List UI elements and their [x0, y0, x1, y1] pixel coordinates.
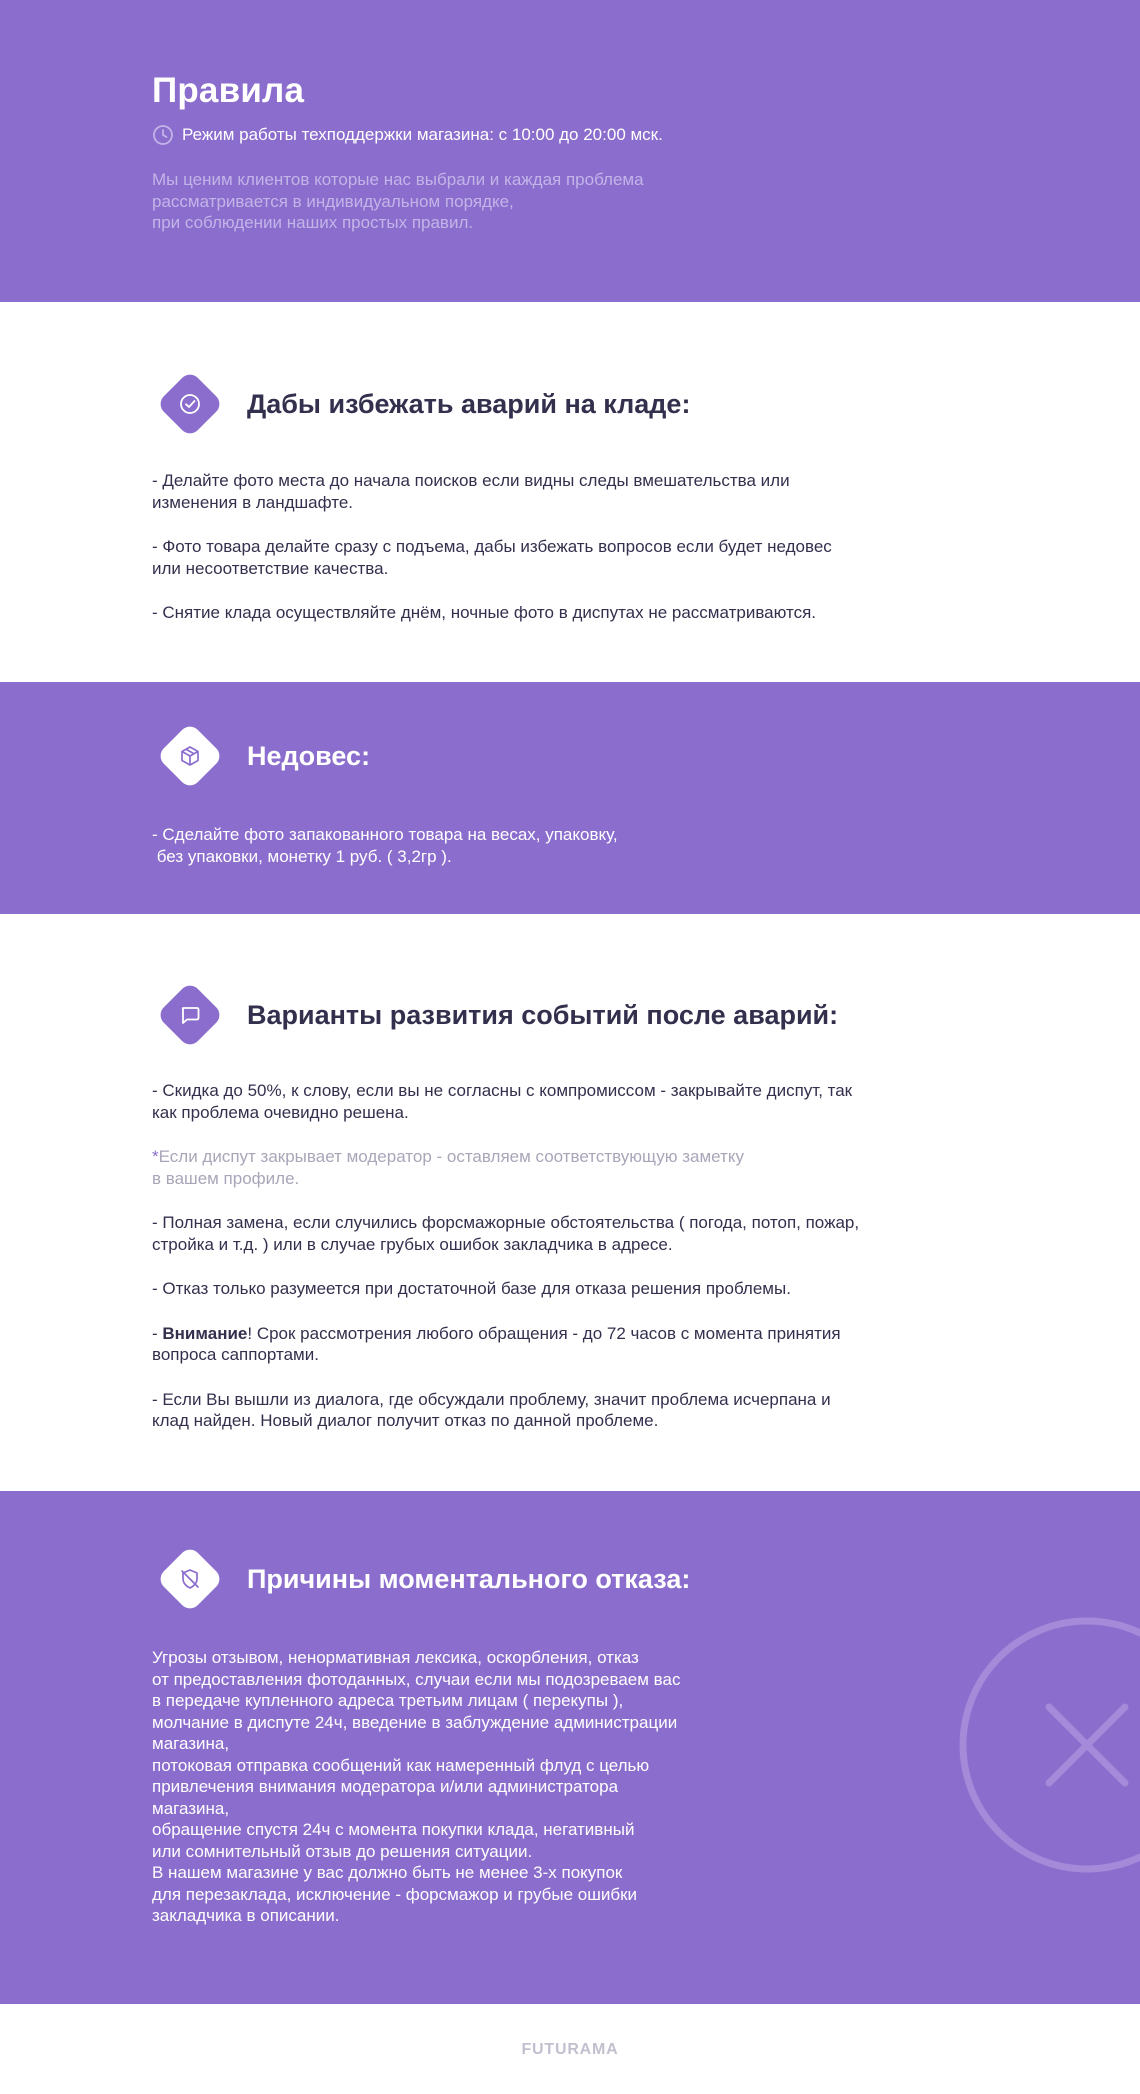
refusal-line: В нашем магазине у вас должно быть не менее 3-х покупок	[152, 1863, 623, 1882]
header-description-line: Мы ценим клиентов которые нас выбрали и каждая проблема	[152, 170, 644, 189]
section-body	[152, 470, 1140, 624]
section-title: Варианты развития событий после аварий:	[247, 1000, 839, 1030]
rule-line: - Отказ только разумеется при достаточной базе для отказа решения проблемы.	[152, 1279, 791, 1298]
attention-prefix: -	[152, 1323, 163, 1343]
refusal-line: обращение спустя 24ч с момента покупки клада, негативный	[152, 1820, 635, 1839]
rule-line: - Снятие клада осуществляйте днём, ночные фото в диспутах не рассматриваются.	[152, 603, 817, 622]
outcomes-section	[0, 914, 1140, 1491]
moderator-note	[152, 1146, 1140, 1168]
rule-line: - Скидка до 50%, к слову, если вы не согласны с компромиссом - закрывайте диспут, так	[152, 1081, 853, 1100]
page-title: Правила	[152, 71, 305, 110]
rule-line: без упаковки, монетку 1 руб. ( 3,2гр ).	[152, 846, 452, 866]
underweight-section	[0, 682, 1140, 914]
moderator-note-line: в вашем профиле.	[152, 1168, 300, 1188]
rule-line: или несоответствие качества.	[152, 558, 389, 578]
refusal-line: магазина,	[152, 1798, 230, 1818]
support-hours-text: Режим работы техподдержки магазина: с 10:00 до 20:00 мск.	[182, 125, 663, 144]
rule-line: изменения в ландшафте.	[152, 492, 354, 512]
rule-line: - Сделайте фото запакованного товара на весах, упаковку,	[152, 825, 618, 844]
rule-line: стройка и т.д. ) или в случае грубых ошибок закладчика в адресе.	[152, 1234, 673, 1254]
refusal-line: или сомнительный отзыв до решения ситуации.	[152, 1841, 533, 1861]
header-description-line: при соблюдении наших простых правил.	[152, 213, 474, 232]
instant-refusal-section	[0, 1491, 1140, 2004]
attention-line	[152, 1323, 1140, 1345]
refusal-line: для перезаклада, исключение - форсмажор и грубые ошибки	[152, 1884, 638, 1904]
note-asterisk: *	[152, 1147, 159, 1166]
rule-line: - Если Вы вышли из диалога, где обсуждали проблему, значит проблема исчерпана и	[152, 1389, 831, 1409]
check-circle-icon	[178, 392, 202, 416]
section-heading	[152, 718, 1140, 794]
section-title: Причины моментального отказа:	[247, 1564, 691, 1594]
refusal-line: в передаче купленного адреса третьим лицам ( перекупы ),	[152, 1691, 624, 1710]
refusal-line: потоковая отправка сообщений как намеренный флуд с целью	[152, 1755, 650, 1775]
header-section	[0, 0, 1140, 302]
section-body	[152, 824, 1140, 867]
attention-label: Внимание	[162, 1323, 248, 1343]
footer-brand[interactable]: FUTURAMA	[521, 2041, 619, 2058]
section-heading	[152, 1541, 1140, 1617]
section-heading	[152, 977, 1140, 1053]
header-description-line: рассматривается в индивидуальном порядке,	[152, 191, 514, 211]
footer	[0, 2004, 1140, 2094]
refusal-line: закладчика в описании.	[152, 1906, 340, 1925]
diamond-badge	[152, 1541, 228, 1617]
large-close-icon	[957, 1615, 1140, 1895]
message-icon	[178, 1003, 202, 1027]
note-text: Если диспут закрывает модератор - оставляем соответствующую заметку	[158, 1147, 744, 1166]
diamond-badge	[152, 977, 228, 1053]
box-icon	[178, 744, 202, 768]
refusal-line: магазина,	[152, 1734, 230, 1753]
rule-line: вопроса саппортами.	[152, 1345, 319, 1364]
support-hours	[152, 124, 1140, 146]
rule-line: - Полная замена, если случились форсмажорные обстоятельства ( погода, потоп, пожар,	[152, 1213, 860, 1232]
rule-line: - Делайте фото места до начала поисков если видны следы вмешательства или	[152, 471, 790, 490]
avoid-accidents-section	[0, 302, 1140, 682]
diamond-badge	[152, 718, 228, 794]
refusal-line: молчание в диспуте 24ч, введение в заблуждение администрации	[152, 1712, 678, 1732]
section-title: Недовес:	[247, 741, 371, 771]
refusal-line: привлечения внимания модератора и/или администратора	[152, 1777, 619, 1796]
section-body	[152, 1080, 1140, 1432]
rule-line: как проблема очевидно решена.	[152, 1102, 409, 1122]
refusal-line: от предоставления фотоданных, случаи если мы подозреваем вас	[152, 1669, 681, 1689]
diamond-badge	[152, 366, 228, 442]
header-description	[152, 169, 1140, 234]
rule-line: - Фото товара делайте сразу с подъема, дабы избежать вопросов если будет недовес	[152, 537, 832, 556]
rule-line: клад найден. Новый диалог получит отказ по данной проблеме.	[152, 1411, 659, 1430]
refusal-line: Угрозы отзывом, ненормативная лексика, оскорбления, отказ	[152, 1648, 639, 1667]
clock-icon	[152, 124, 174, 146]
attention-text: ! Срок рассмотрения любого обращения - до 72 часов с момента принятия	[247, 1323, 841, 1343]
section-heading	[152, 366, 1140, 442]
section-title: Дабы избежать аварий на кладе:	[247, 389, 691, 419]
shield-off-icon	[178, 1567, 202, 1591]
